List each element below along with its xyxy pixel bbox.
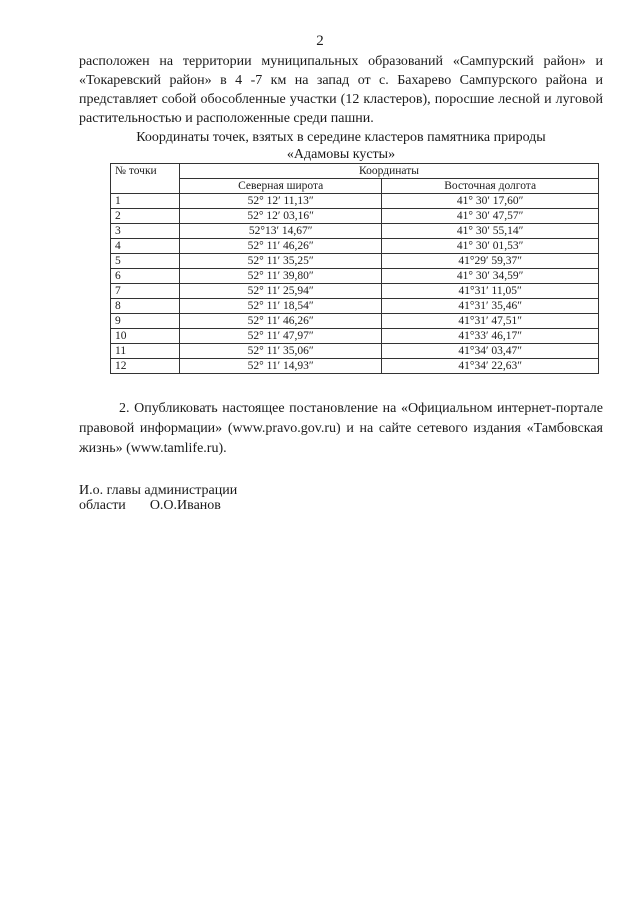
table-row <box>111 284 599 299</box>
table-row <box>111 299 599 314</box>
caption-line-2: «Адамовы кусты» <box>286 147 396 162</box>
longitude-cell: 41° 30′ 55,14″ <box>382 224 599 239</box>
table-row <box>111 209 599 224</box>
table-row <box>111 194 599 209</box>
point-number-cell: 12 <box>111 359 180 374</box>
header-point-number: № точки <box>111 164 180 194</box>
table-row <box>111 269 599 284</box>
signature-name: О.О.Иванов <box>149 498 221 513</box>
point-number-cell: 7 <box>111 284 180 299</box>
table-row <box>111 224 599 239</box>
latitude-cell: 52°13′ 14,67″ <box>180 224 382 239</box>
table-row <box>111 344 599 359</box>
table-row <box>111 254 599 269</box>
table-row <box>111 314 599 329</box>
longitude-cell: 41° 30′ 01,53″ <box>382 239 599 254</box>
signature-title-line-2: области <box>79 498 126 513</box>
longitude-cell: 41°34′ 03,47″ <box>382 344 599 359</box>
latitude-cell: 52° 12′ 11,13″ <box>180 194 382 209</box>
latitude-cell: 52° 11′ 46,26″ <box>180 239 382 254</box>
header-latitude: Северная широта <box>180 179 382 194</box>
point-number-cell: 1 <box>111 194 180 209</box>
longitude-cell: 41°33′ 46,17″ <box>382 329 599 344</box>
table-subheader-row <box>111 179 599 194</box>
point-number-cell: 11 <box>111 344 180 359</box>
signature-title-line-1: И.о. главы администрации <box>79 483 238 498</box>
point-number-cell: 10 <box>111 329 180 344</box>
longitude-cell: 41°29′ 59,37″ <box>382 254 599 269</box>
longitude-cell: 41°31′ 47,51″ <box>382 314 599 329</box>
table-caption <box>79 129 603 163</box>
signature-row <box>79 498 237 513</box>
table-header-row <box>111 164 599 179</box>
latitude-cell: 52° 11′ 14,93″ <box>180 359 382 374</box>
coordinates-table <box>110 163 599 374</box>
point-number-cell: 8 <box>111 299 180 314</box>
longitude-cell: 41° 30′ 34,59″ <box>382 269 599 284</box>
header-coordinates: Координаты <box>180 164 599 179</box>
table-row <box>111 359 599 374</box>
latitude-cell: 52° 11′ 18,54″ <box>180 299 382 314</box>
latitude-cell: 52° 11′ 35,25″ <box>180 254 382 269</box>
point-number-cell: 4 <box>111 239 180 254</box>
latitude-cell: 52° 11′ 47,97″ <box>180 329 382 344</box>
longitude-cell: 41°31′ 35,46″ <box>382 299 599 314</box>
page-number: 2 <box>316 33 324 49</box>
table-row <box>111 239 599 254</box>
publication-paragraph <box>79 399 603 459</box>
point-number-cell: 6 <box>111 269 180 284</box>
table-body <box>111 194 599 374</box>
point-number-cell: 2 <box>111 209 180 224</box>
intro-text: расположен на территории муниципальных образований «Сампурский район» и «Токаревский район» в 4 -7 км на запад от с. Бахарево Сампурского района и представляет собой обособленные участки (12 кластеров), поросшие лесной и луговой растительностью и расположенные среди пашни. <box>79 54 603 126</box>
latitude-cell: 52° 11′ 46,26″ <box>180 314 382 329</box>
latitude-cell: 52° 11′ 35,06″ <box>180 344 382 359</box>
header-longitude: Восточная долгота <box>382 179 599 194</box>
latitude-cell: 52° 11′ 25,94″ <box>180 284 382 299</box>
longitude-cell: 41° 30′ 17,60″ <box>382 194 599 209</box>
latitude-cell: 52° 12′ 03,16″ <box>180 209 382 224</box>
intro-paragraph <box>79 52 603 128</box>
point-number-cell: 9 <box>111 314 180 329</box>
longitude-cell: 41°31′ 11,05″ <box>382 284 599 299</box>
signature-block <box>79 483 237 513</box>
latitude-cell: 52° 11′ 39,80″ <box>180 269 382 284</box>
point-number-cell: 5 <box>111 254 180 269</box>
longitude-cell: 41°34′ 22,63″ <box>382 359 599 374</box>
publication-text: 2. Опубликовать настоящее постановление на «Официальном интернет-портале правовой информации» (www.pravo.gov.ru) и на сайте сетевого издания «Тамбовская жизнь» (www.tamlife.ru). <box>79 401 603 456</box>
point-number-cell: 3 <box>111 224 180 239</box>
longitude-cell: 41° 30′ 47,57″ <box>382 209 599 224</box>
caption-line-1: Координаты точек, взятых в середине кластеров памятника природы <box>136 130 546 145</box>
table-row <box>111 329 599 344</box>
